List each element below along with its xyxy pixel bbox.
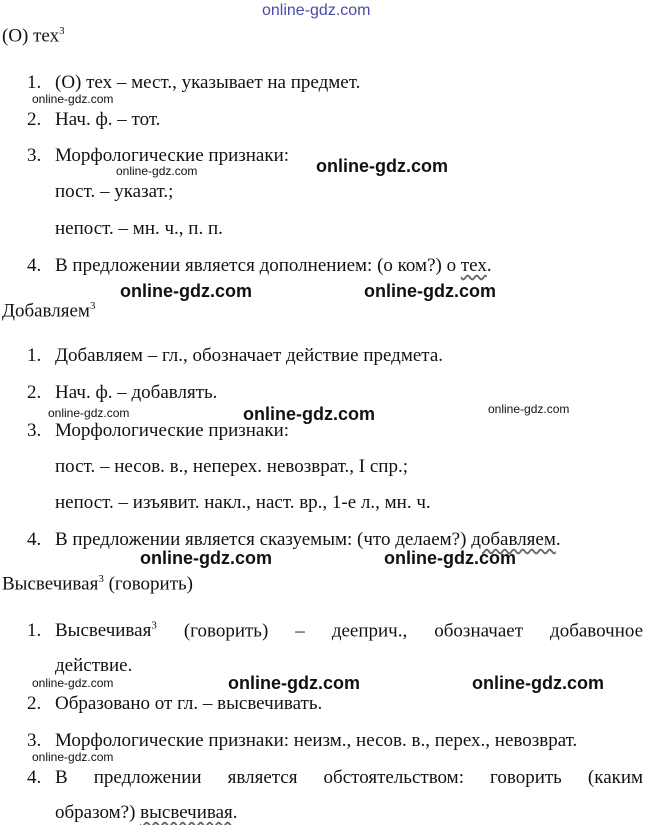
watermark-big: online-gdz.com xyxy=(140,548,272,568)
underlined-word: тех xyxy=(460,255,487,276)
item-number: 2. xyxy=(27,693,42,714)
item-number: 3. xyxy=(27,145,42,166)
item-text: Морфологические признаки: неизм., несов. в., перех., невозврат. xyxy=(55,730,578,751)
text-part: . xyxy=(486,255,492,276)
item-number: 1. xyxy=(27,72,42,93)
watermark-small: online-gdz.com xyxy=(488,402,570,416)
word: является xyxy=(227,767,298,788)
item-number: 2. xyxy=(27,109,42,130)
word: обстоятельством: xyxy=(323,767,464,788)
item-text: (О) тех – мест., указывает на предмет. xyxy=(55,72,361,93)
item-text: непост. – изъявит. накл., наст. вр., 1-е л., мн. ч. xyxy=(55,492,431,513)
word: – xyxy=(295,620,305,642)
word: (говорить) xyxy=(183,620,269,642)
text-part: В предложении является сказуемым: (что делаем?) xyxy=(55,529,472,550)
section-heading xyxy=(2,300,95,322)
item-number: 3. xyxy=(27,730,42,751)
watermark-small: online-gdz.com xyxy=(32,92,114,106)
underlined-word: высвечивая xyxy=(140,802,233,823)
item-text: Добавляем – гл., обозначает действие предмета. xyxy=(55,345,444,366)
heading-superscript: 3 xyxy=(59,25,65,37)
watermark-big: online-gdz.com xyxy=(243,404,375,424)
item-text: Нач. ф. – добавлять. xyxy=(55,382,218,403)
watermark-small: online-gdz.com xyxy=(48,406,130,420)
heading-text: (говорить) xyxy=(103,573,194,595)
text-part: В предложении является дополнением: (о ком?) о xyxy=(55,255,461,276)
underlined-word: добавляем xyxy=(471,529,556,550)
item-number: 1. xyxy=(27,345,42,366)
watermark-small: online-gdz.com xyxy=(32,750,114,764)
word: добавочное xyxy=(550,620,644,642)
item-text xyxy=(55,529,561,551)
watermark-big: online-gdz.com xyxy=(472,673,604,693)
item-number: 4. xyxy=(27,255,42,276)
watermark-big: online-gdz.com xyxy=(384,548,516,568)
watermark-top: online-gdz.com xyxy=(262,2,371,19)
item-number: 3. xyxy=(27,420,42,441)
text-part: . xyxy=(232,802,238,823)
watermark-small: online-gdz.com xyxy=(116,164,198,178)
section-heading xyxy=(2,25,65,47)
word: дееприч., xyxy=(331,620,408,642)
text-part: образом?) xyxy=(55,802,141,823)
watermark-small: online-gdz.com xyxy=(32,676,114,690)
word xyxy=(55,620,157,641)
item-text: непост. – мн. ч., п. п. xyxy=(55,218,223,239)
item-number: 4. xyxy=(27,529,42,550)
word: обозначает xyxy=(434,620,524,642)
item-text: пост. – указат.; xyxy=(55,181,174,202)
item-text: пост. – несов. в., неперех. невозврат., I спр.; xyxy=(55,456,408,477)
item-number: 1. xyxy=(27,620,42,641)
section-heading xyxy=(2,573,193,595)
watermark-big: online-gdz.com xyxy=(316,156,448,176)
word: говорить xyxy=(490,767,562,788)
item-text xyxy=(55,255,492,277)
item-number: 4. xyxy=(27,767,42,788)
heading-text: (О) тех xyxy=(2,25,60,47)
text-part: . xyxy=(555,529,561,550)
item-text xyxy=(55,620,643,642)
heading-text: Высвечивая xyxy=(2,573,99,595)
item-text: Нач. ф. – тот. xyxy=(55,109,161,130)
item-text: Морфологические признаки: xyxy=(55,145,290,166)
watermark-big: online-gdz.com xyxy=(228,673,360,693)
word: В xyxy=(55,767,68,788)
item-text xyxy=(55,802,238,824)
item-number: 2. xyxy=(27,382,42,403)
watermark-big: online-gdz.com xyxy=(364,281,496,301)
watermark-big: online-gdz.com xyxy=(120,281,252,301)
item-text: Образовано от гл. – высвечивать. xyxy=(55,693,323,714)
heading-superscript: 3 xyxy=(98,573,104,585)
heading-superscript: 3 xyxy=(89,300,96,312)
item-text xyxy=(55,767,643,789)
heading-text: Добавляем xyxy=(2,300,90,322)
word-superscript: 3 xyxy=(151,620,157,632)
word-text: Высвечивая xyxy=(55,620,152,642)
item-text: Морфологические признаки: xyxy=(55,420,290,441)
word: (каким xyxy=(587,767,644,788)
item-text: действие. xyxy=(55,655,133,676)
word: предложении xyxy=(93,767,202,788)
